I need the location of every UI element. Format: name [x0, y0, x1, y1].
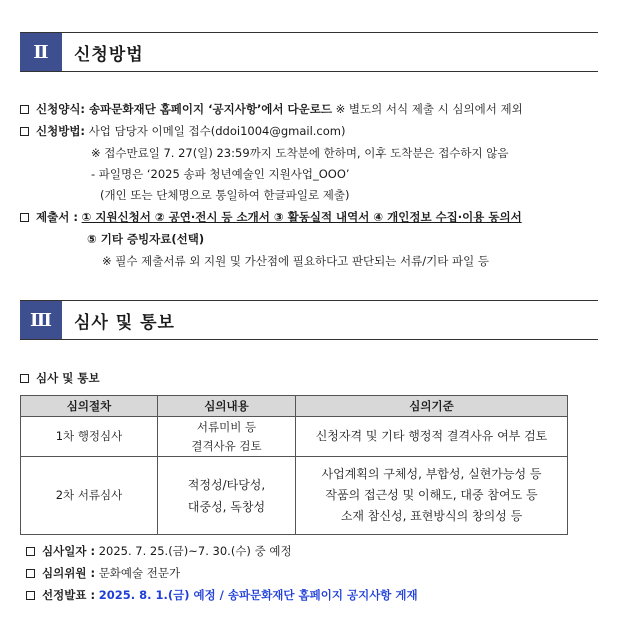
table-row	[21, 417, 568, 457]
checkbox-icon	[20, 374, 29, 383]
procedure-cell: 2차 서류심사	[21, 457, 158, 535]
checkbox-icon	[26, 569, 35, 578]
review-subheading-label: 심사 및 통보	[36, 371, 100, 385]
checkbox-icon	[26, 547, 35, 556]
method-line	[20, 123, 346, 139]
announcement-label: 선정발표 :	[42, 588, 96, 602]
filename-note: (개인 또는 단체명으로 통일하여 한글파일로 제출)	[100, 188, 350, 202]
form-note: ※ 별도의 서식 제출 시 심의에서 제외	[335, 102, 523, 116]
criteria-line: 소재 참신성, 표현방식의 창의성 등	[340, 509, 523, 523]
content-line: 적정성/타당성,	[187, 477, 266, 492]
section-3-title: 심사 및 통보	[74, 312, 175, 333]
method-value: 사업 담당자 이메일 접수(ddoi1004@gmail.com)	[88, 124, 346, 138]
criteria-line: 사업계획의 구체성, 부합성, 실현가능성 등	[321, 467, 542, 481]
criteria-line: 작품의 접근성 및 이해도, 대중 참여도 등	[325, 488, 538, 502]
reviewers-line	[26, 565, 180, 581]
content-cell	[158, 457, 296, 535]
announcement-value: 2025. 8. 1.(금) 예정 / 송파문화재단 홈페이지 공지사항 게재	[98, 588, 418, 602]
review-subheading	[20, 370, 100, 386]
section-3-number: Ⅲ	[20, 301, 62, 339]
documents-list-1: ① 지원신청서 ② 공연·전시 등 소개서 ③ 활동실적 내역서 ④ 개인정보 수집·이용 동의서	[81, 210, 522, 224]
criteria-cell	[296, 457, 568, 535]
content-line: 대중성, 독창성	[187, 499, 266, 514]
review-date-value: 2025. 7. 25.(금)~7. 30.(수) 중 예정	[98, 544, 292, 558]
table-row	[21, 457, 568, 535]
documents-line	[20, 209, 522, 225]
table-header-procedure: 심의절차	[21, 396, 158, 417]
method-label: 신청방법:	[36, 124, 86, 138]
section-2-title: 신청방법	[74, 44, 144, 65]
content-line: 서류미비 등	[196, 419, 257, 434]
section-2-number: Ⅱ	[20, 33, 62, 71]
procedure-cell: 1차 행정심사	[21, 417, 158, 457]
review-table	[20, 395, 568, 535]
review-date-line	[26, 543, 292, 559]
documents-note: ※ 필수 제출서류 외 지원 및 가산점에 필요하다고 판단되는 서류/기타 파일 등	[102, 254, 489, 268]
criteria-line: 신청자격 및 기타 행정적 결격사유 여부 검토	[315, 429, 548, 443]
section-3-header	[20, 300, 598, 340]
form-line	[20, 101, 523, 117]
reviewers-value: 문화예술 전문가	[98, 566, 181, 580]
reviewers-label: 심의위원 :	[42, 566, 96, 580]
checkbox-icon	[20, 105, 29, 114]
checkbox-icon	[20, 213, 29, 222]
table-header-content: 심의내용	[158, 396, 296, 417]
checkbox-icon	[20, 127, 29, 136]
filename-rule: - 파일명은 ‘2025 송파 청년예술인 지원사업_OOO’	[91, 167, 350, 181]
deadline-note: ※ 접수만료일 7. 27(일) 23:59까지 도착분에 한하며, 이후 도착분은 접수하지 않음	[91, 146, 509, 160]
table-header-criteria: 심의기준	[296, 396, 568, 417]
form-label: 신청양식: 송파문화재단 홈페이지 ‘공지사항’에서 다운로드	[36, 102, 332, 116]
documents-list-2: ⑤ 기타 증빙자료(선택)	[87, 232, 205, 246]
section-2-header	[20, 32, 598, 72]
content-line: 결격사유 검토	[191, 438, 262, 453]
documents-label: 제출서 :	[36, 210, 78, 224]
announcement-line	[26, 587, 418, 603]
content-cell	[158, 417, 296, 457]
criteria-cell	[296, 417, 568, 457]
review-date-label: 심사일자 :	[42, 544, 96, 558]
checkbox-icon	[26, 591, 35, 600]
